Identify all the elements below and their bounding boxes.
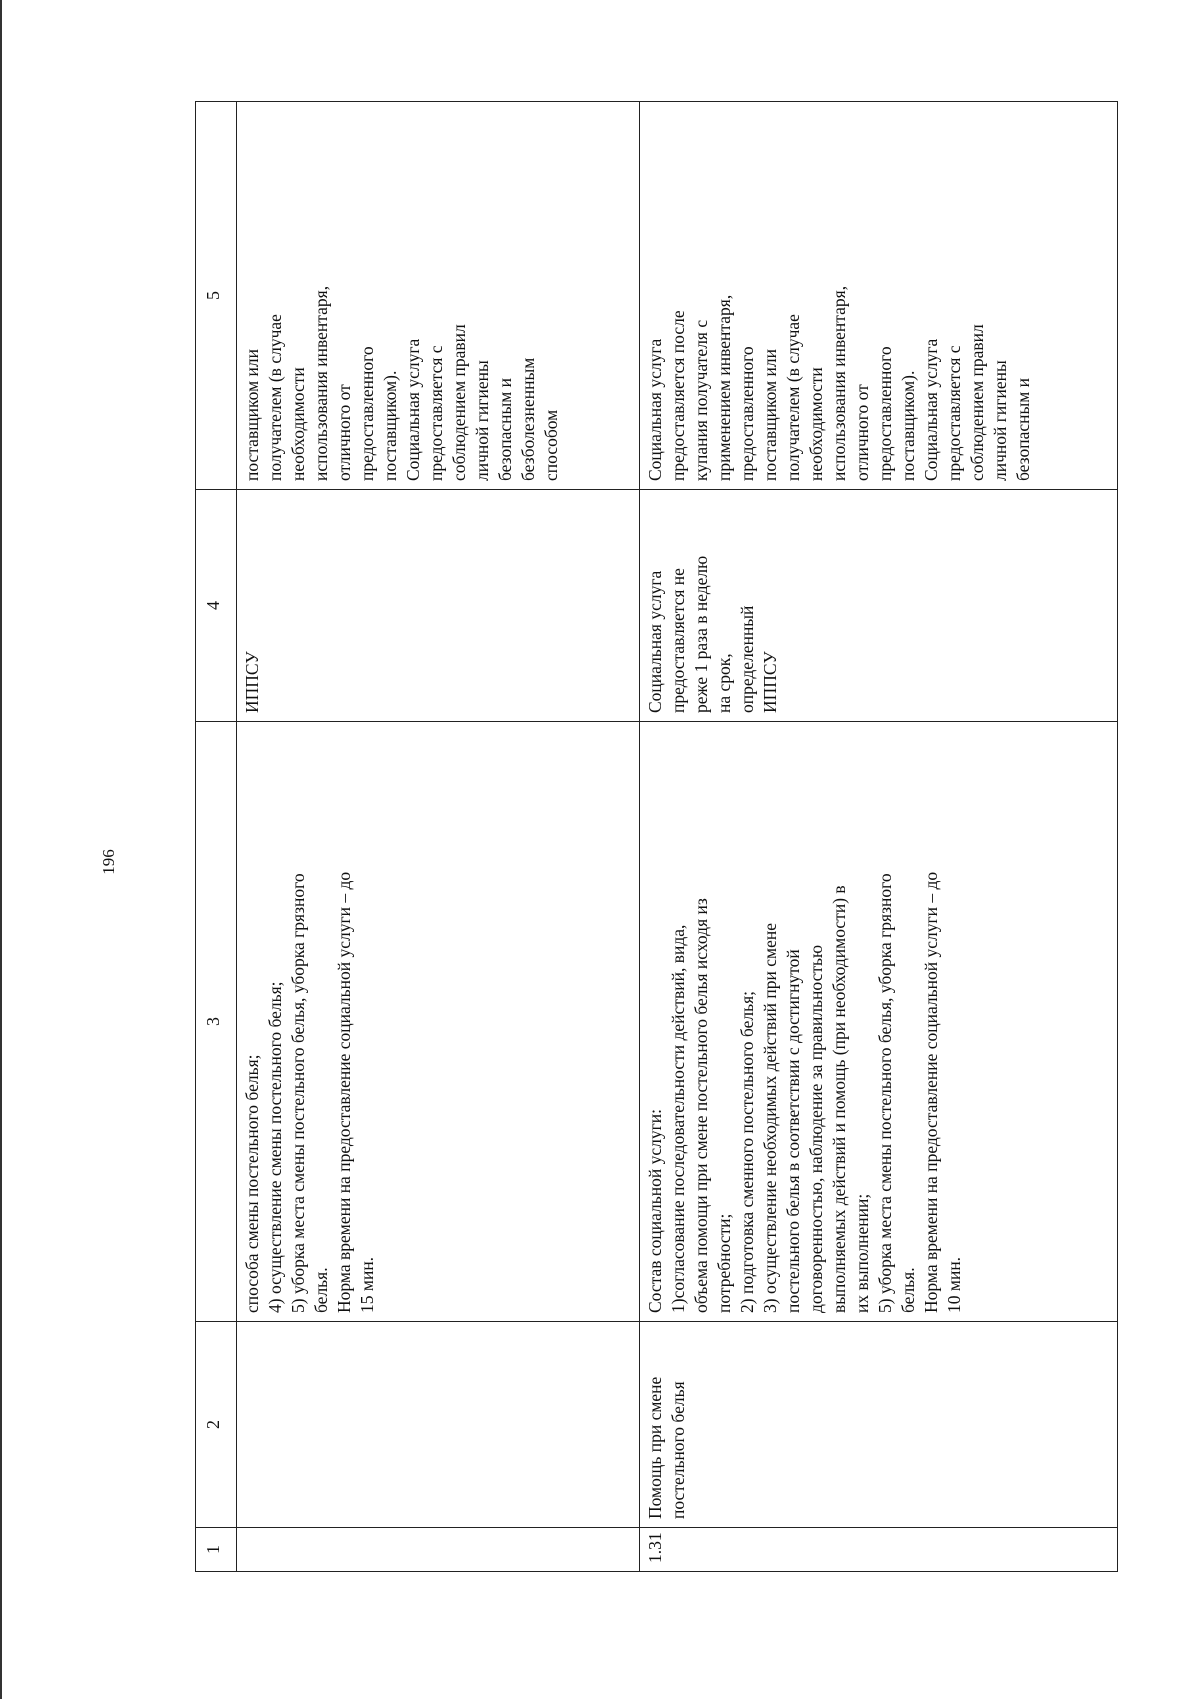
cell-text-line: ИППСУ [760,651,780,713]
service-conditions-cell [640,102,1118,490]
cell-text-line: Состав социальной услуги: [645,1108,665,1313]
service-frequency-cell [237,490,640,722]
row-number-cell [237,1528,640,1572]
cell-text-line: 1.31 [645,1532,665,1563]
cell-text-line: белья. [898,1267,918,1313]
cell-text-line: применением инвентаря, [714,294,734,481]
table-header-row [196,102,237,1572]
cell-text-line: необходимости [806,367,826,481]
cell-text-line: 4) осуществление смены постельного белья; [265,981,285,1313]
cell-text-line: потребности; [714,1213,734,1313]
service-composition-cell [640,722,1118,1322]
rotated-table-container [195,102,1093,1572]
cell-text-line: постельного белья в соответствии с достигнутой [783,949,803,1313]
cell-text-line: 2) подготовка сменного постельного белья; [737,991,757,1313]
cell-text-line: поставщиком или [242,349,262,481]
cell-text-line: Норма времени на предоставление социальной услуги – до [334,871,354,1313]
header-cell-5: 5 [196,102,237,490]
cell-text-line: на срок, [714,653,734,713]
cell-text-line: Норма времени на предоставление социальной услуги – до [921,871,941,1313]
cell-text-line: безопасным и [1013,377,1033,481]
header-cell-1: 1 [196,1528,237,1572]
cell-text-line: объема помощи при смене постельного белья исходя из [691,898,711,1313]
cell-text-line: Социальная услуга [645,338,665,481]
cell-text-line: соблюдением правил [967,324,987,481]
cell-text-line: 5) уборка места смены постельного белья, уборка грязного [875,873,895,1313]
cell-text-line: поставщиком). [898,370,918,481]
cell-text-line: ИППСУ [242,651,262,713]
cell-text-line: 3) осуществление необходимых действий при смене [760,922,780,1313]
cell-text-line: отличного от [852,384,872,481]
cell-text-line: их выполнении; [852,1193,872,1313]
page-number: 196 [98,849,118,875]
cell-text-line: Социальная услуга [645,570,665,713]
cell-text-line: купания получателя с [691,319,711,481]
cell-text-line: предоставляется после [668,310,688,481]
cell-text-line: постельного белья [668,1381,688,1519]
cell-text-line: безболезненным [518,357,538,481]
cell-text-line: Социальная услуга [403,338,423,481]
cell-text-line: использования инвентаря, [829,285,849,481]
header-cell-4: 4 [196,490,237,722]
services-table [195,101,1118,1572]
cell-text-line: соблюдением правил [449,324,469,481]
cell-text-line: предоставляется не [668,568,688,713]
cell-text-line: необходимости [288,367,308,481]
service-conditions-cell [237,102,640,490]
cell-text-line: определенный [737,605,757,713]
cell-text-line: безопасным и [495,377,515,481]
cell-text-line: способом [541,409,561,481]
cell-text-line: использования инвентаря, [311,285,331,481]
cell-text-line: Социальная услуга [921,338,941,481]
cell-text-line: предоставленного [357,346,377,481]
cell-text-line: поставщиком). [380,370,400,481]
service-name-cell [640,1322,1118,1528]
cell-text-line: 1)согласование последовательности действий, вида, [668,924,688,1313]
scan-edge-line [0,0,2,1699]
service-name-cell [237,1322,640,1528]
cell-text-line: предоставляется с [944,345,964,481]
cell-text-line: предоставленного [737,346,757,481]
service-frequency-cell [640,490,1118,722]
cell-text-line: Помощь при смене [645,1376,665,1519]
cell-text-line: личной гигиены [990,360,1010,481]
cell-text-line: отличного от [334,384,354,481]
cell-text-line: 5) уборка места смены постельного белья, уборка грязного [288,873,308,1313]
header-cell-3: 3 [196,722,237,1322]
cell-text-line: получателем (в случае [783,314,803,481]
cell-text-line: 10 мин. [944,1256,964,1313]
cell-text-line: предоставленного [875,346,895,481]
table-row [237,102,640,1572]
cell-text-line: реже 1 раза в неделю [691,555,711,713]
cell-text-line: способа смены постельного белья; [242,1054,262,1313]
row-number-cell [640,1528,1118,1572]
cell-text-line: выполняемых действий и помощь (при необходимости) в [829,885,849,1313]
cell-text-line: 15 мин. [357,1256,377,1313]
cell-text-line: получателем (в случае [265,314,285,481]
header-cell-2: 2 [196,1322,237,1528]
cell-text-line: белья. [311,1267,331,1313]
table-row [640,102,1118,1572]
service-composition-cell [237,722,640,1322]
cell-text-line: поставщиком или [760,349,780,481]
cell-text-line: договоренностью, наблюдение за правильностью [806,944,826,1313]
cell-text-line: предоставляется с [426,345,446,481]
cell-text-line: личной гигиены [472,360,492,481]
